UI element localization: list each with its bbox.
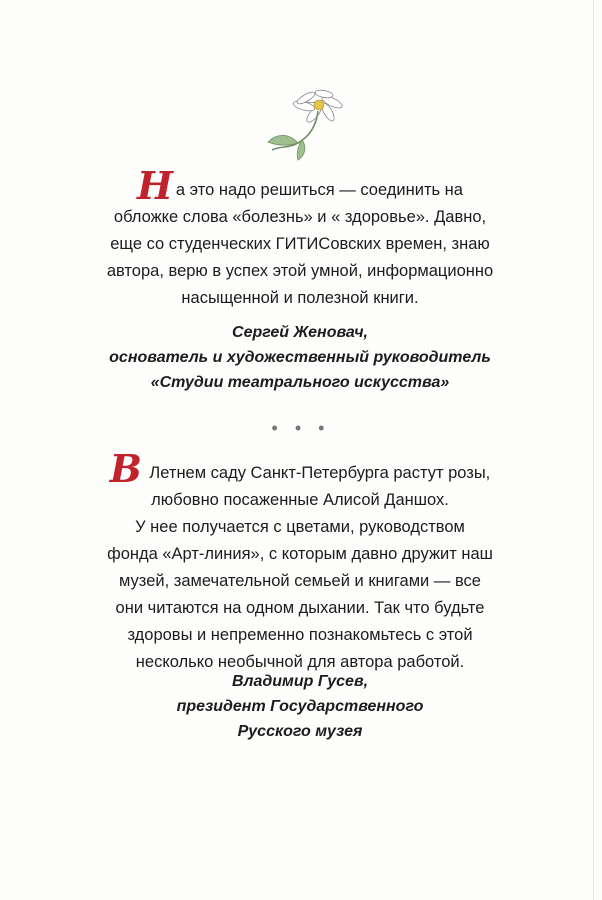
paragraph-line: еще со студенческих ГИТИСовских времен, знаю [110, 235, 490, 253]
signature-1 [40, 320, 560, 395]
paragraph-line: На это надо решиться — соединить на [137, 163, 463, 208]
paragraph-line: обложке слова «болезнь» и « здоровье». Давно, [113, 208, 487, 226]
signature-organization: Русского музея [237, 723, 363, 740]
drop-cap: Н [137, 163, 173, 208]
paragraph-line: они читаются на одном дыхании. Так что будьте [115, 599, 485, 617]
paragraph-line: любовно посаженные Алисой Даншох. [151, 491, 449, 509]
paragraph-line: автора, верю в успех этой умной, информационно [106, 262, 494, 280]
daisy-icon [258, 88, 358, 168]
intro-paragraph-2 [40, 446, 560, 676]
section-separator: • • • [271, 418, 331, 438]
paragraph-line: У нее получается с цветами, руководством [135, 518, 465, 536]
signature-title: основатель и художественный руководитель [109, 349, 491, 366]
intro-paragraph-1 [40, 163, 560, 312]
signature-name: Сергей Женовач, [232, 324, 368, 341]
signature-organization: «Студии театрального искусства» [150, 374, 450, 391]
paragraph-line: фонда «Арт-линия», с которым давно дружит наш [107, 545, 493, 563]
paragraph-line: здоровы и непременно познакомьтесь с этой [127, 626, 473, 644]
paragraph-line: В Летнем саду Санкт-Петербурга растут розы, [109, 446, 491, 491]
signature-name: Владимир Гусев, [231, 673, 369, 690]
paragraph-line: насыщенной и полезной книги. [181, 289, 419, 307]
drop-cap: В [109, 446, 142, 491]
paragraph-line: музей, замечательной семьей и книгами — все [119, 572, 481, 590]
signature-2 [40, 669, 560, 744]
signature-title: президент Государственного [176, 698, 424, 715]
paragraph-line: несколько необычной для автора работой. [135, 653, 465, 671]
page-edge [593, 0, 594, 900]
